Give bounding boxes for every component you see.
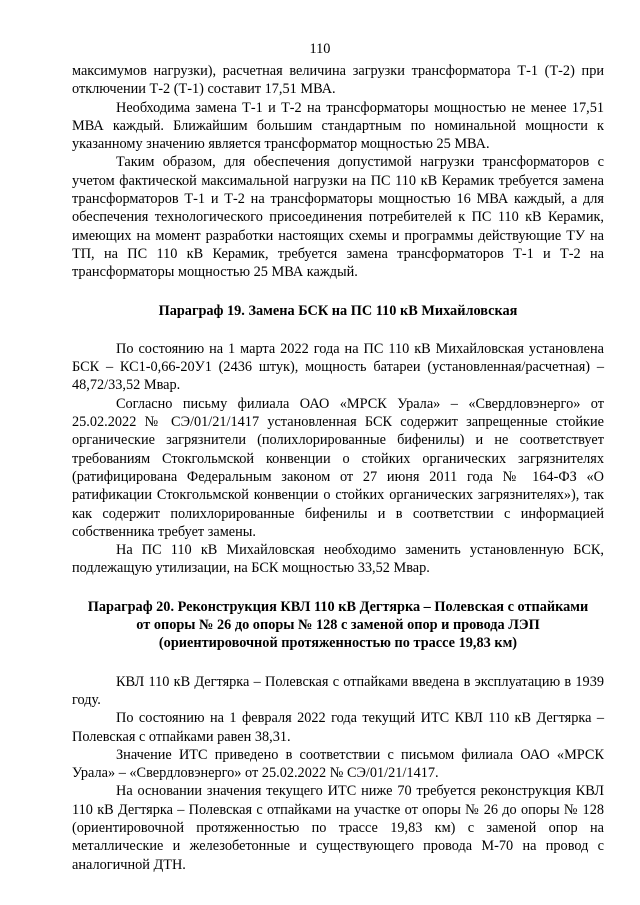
section (72, 62, 604, 282)
paragraph: Таким образом, для обеспечения допустимой нагрузки трансформаторов с учетом фактической максимальной нагрузки на ПС 110 кВ Керамик требуется замена трансформаторов Т-1 и Т-2 на трансформаторы мощностью 16 МВА каждый, а для обеспечения технологического присоединения потребителей к ПС 110 кВ Керамик, имеющих на момент разработки настоящих схемы и программы действующие ТУ на ТП, на ПС 110 кВ Керамик, требуется замена трансформаторов Т-1 и Т-2 на трансформаторы мощностью 25 МВА каждый. (72, 154, 604, 281)
paragraph: Необходима замена Т-1 и Т-2 на трансформаторы мощностью не менее 17,51 МВА каждый. Ближайшим большим стандартным по номинальной мощности к указанному значению является трансформатор мощностью 25 МВА. (72, 99, 604, 153)
page-number: 110 (309, 41, 331, 57)
heading-line: Параграф 20. Реконструкция КВЛ 110 кВ Дегтярка – Полевская с отпайками (87, 598, 589, 615)
paragraph: По состоянию на 1 февраля 2022 года текущий ИТС КВЛ 110 кВ Дегтярка – Полевская с отпайками равен 38,31. (72, 710, 604, 745)
paragraph: максимумов нагрузки), расчетная величина загрузки трансформатора Т-1 (Т-2) при отключении Т-2 (Т-1) составит 17,51 МВА. (72, 63, 604, 98)
section (72, 302, 604, 578)
section-heading (72, 598, 604, 653)
paragraph: Значение ИТС приведено в соответствии с письмом филиала ОАО «МРСК Урала» – «Свердловэнерго» от 25.02.2022 № СЭ/01/21/1417. (72, 746, 604, 782)
section (72, 598, 604, 874)
section-heading (72, 302, 604, 320)
paragraph: По состоянию на 1 марта 2022 года на ПС 110 кВ Михайловская установлена БСК – КС1-0,66-20У1 (2436 штук), мощность батареи (установленная/расчетная) – 48,72/33,52 Мвар. (72, 340, 604, 394)
document-body (72, 62, 604, 874)
paragraph: КВЛ 110 кВ Дегтярка – Полевская с отпайками введена в эксплуатацию в 1939 году. (72, 673, 604, 708)
heading-line: от опоры № 26 до опоры № 128 с заменой опор и провода ЛЭП (136, 617, 540, 634)
heading-line: (ориентировочной протяженностью по трассе 19,83 км) (158, 635, 518, 652)
heading-line: Параграф 19. Замена БСК на ПС 110 кВ Михайловская (158, 302, 518, 319)
paragraph: Согласно письму филиала ОАО «МРСК Урала» – «Свердловэнерго» от 25.02.2022 № СЭ/01/21/1417 установленная БСК содержит запрещенные стойкие органические загрязнители (полихлорированные бифенилы) и не соответствует требованиям Стокгольмской конвенции о стойких органических загрязнителях (ратифицирована Федеральным законом от 27 июня 2011 года № 164-ФЗ «О ратификации Стокгольмской конвенции о стойких органических загрязнителях»), так как содержит полихлорированные бифенилы и в соответствии с информацией собственника требует замены. (72, 395, 604, 540)
paragraph: На ПС 110 кВ Михайловская необходимо заменить установленную БСК, подлежащую утилизации, на БСК мощностью 33,52 Мвар. (72, 542, 604, 577)
paragraph: На основании значения текущего ИТС ниже 70 требуется реконструкция КВЛ 110 кВ Дегтярка – Полевская с отпайками на участке от опоры № 26 до опоры № 128 (ориентировочной протяженностью по трассе 19,83 км) с заменой опор на металлические и железобетонные и существующего провода М-70 на провод с аналогичной ДТН. (72, 783, 604, 873)
